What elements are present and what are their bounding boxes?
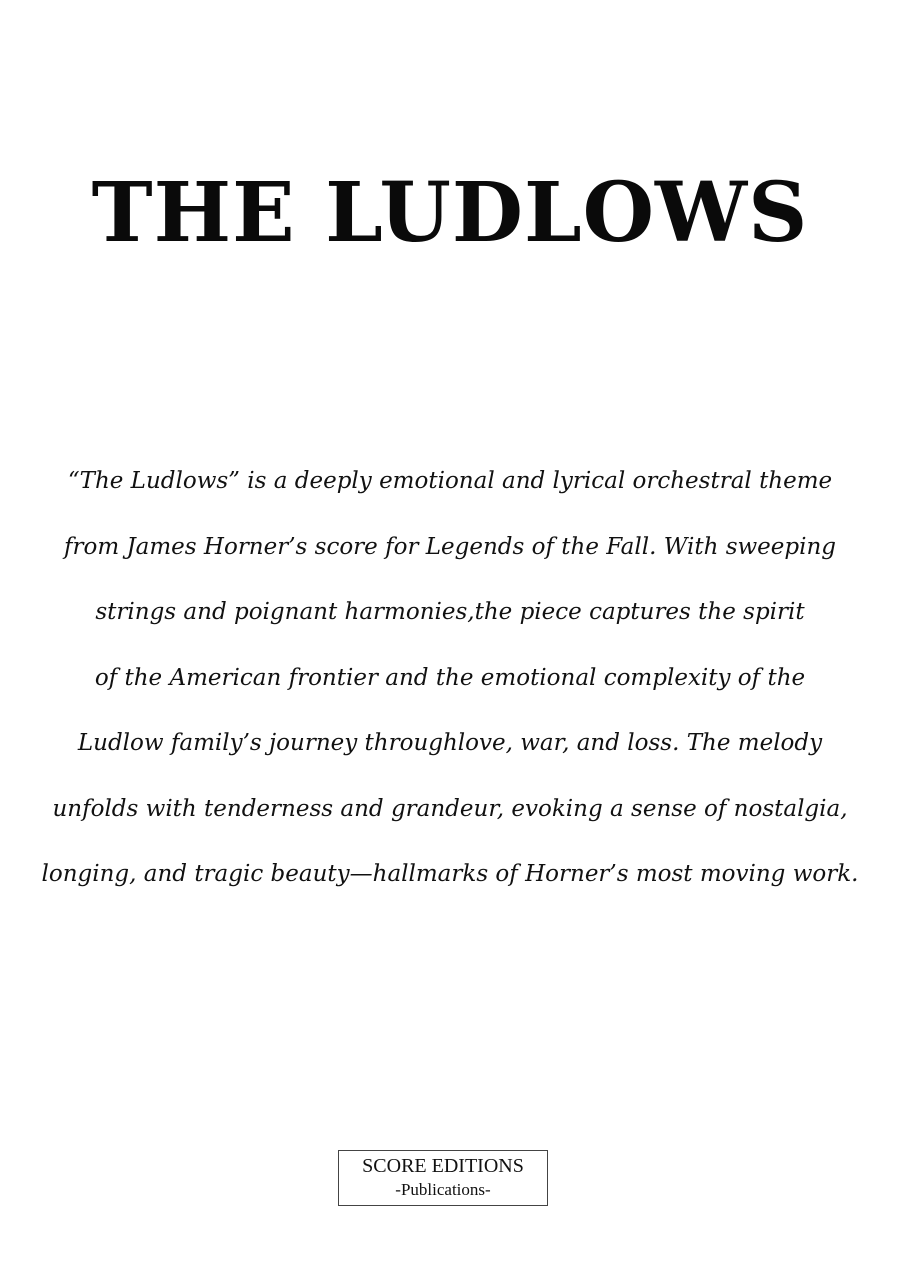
description-line: of the American frontier and the emotional complexity of the (94, 664, 806, 691)
page-title: THE LUDLOWS (91, 165, 809, 261)
publisher-name: SCORE EDITIONS (362, 1155, 524, 1177)
publisher-logo-box (338, 1150, 548, 1206)
description-line: unfolds with tenderness and grandeur, evoking a sense of nostalgia, (52, 795, 848, 822)
description-line: strings and poignant harmonies,the piece captures the spirit (95, 599, 805, 625)
description-paragraph (20, 456, 880, 915)
description-line: “The Ludlows” is a deeply emotional and lyrical orchestral theme (67, 468, 833, 494)
description-line: from James Horner’s score for Legends of the Fall. With sweeping (63, 533, 837, 560)
description-line: longing, and tragic beauty—hallmarks of Horner’s most moving work. (41, 861, 859, 887)
publisher-subtitle: -Publications- (395, 1180, 491, 1199)
description-line: Ludlow family’s journey throughlove, war, and loss. The melody (77, 730, 823, 756)
